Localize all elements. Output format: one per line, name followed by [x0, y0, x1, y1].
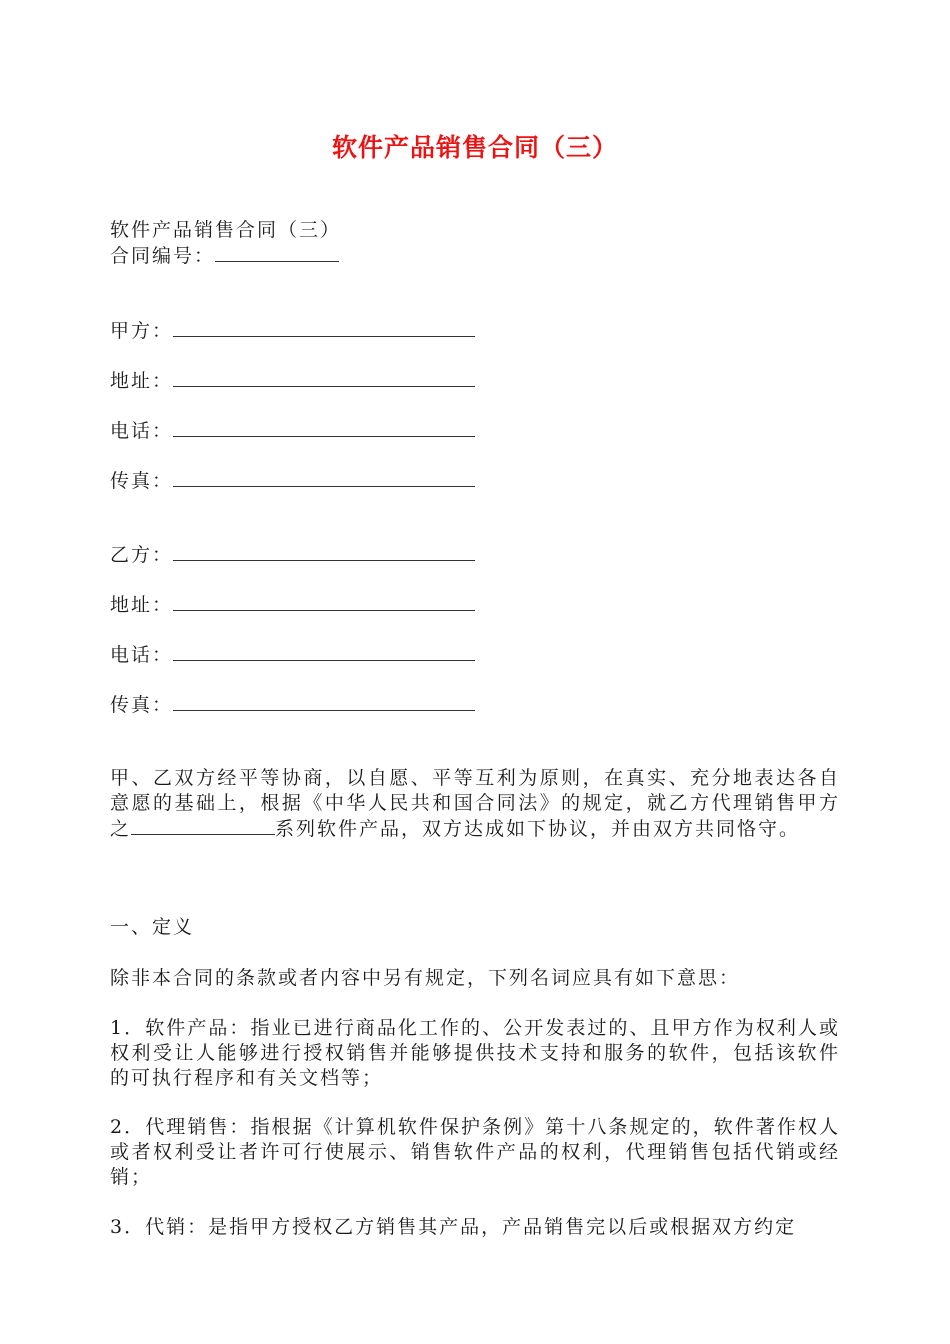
party-a-phone-label: 电话： [110, 420, 174, 442]
party-b-address-label: 地址： [110, 594, 174, 616]
product-name-blank [131, 816, 275, 835]
party-a-name-row [110, 318, 840, 344]
party-b-fax-row [110, 692, 840, 718]
preamble-paragraph [110, 766, 840, 842]
contract-number-label: 合同编号： [110, 245, 216, 267]
definition-software-product: 1．软件产品：指业已进行商品化工作的、公开发表过的、且甲方作为权利人或权利受让人能够进行授权销售并能够提供技术支持和服务的软件，包括该软件的可执行程序和有关文档等； [110, 1017, 840, 1089]
party-b-address-blank [173, 592, 475, 611]
party-a-name-blank [173, 318, 475, 337]
contract-number-row [110, 243, 840, 269]
party-a-fax-blank [173, 468, 475, 487]
preamble-text-after: 系列软件产品，双方达成如下协议，并由双方共同恪守。 [275, 818, 801, 840]
definition-agency-sale: 2．代理销售：指根据《计算机软件保护条例》第十八条规定的，软件著作权人或者权利受让者许可行使展示、销售软件产品的权利，代理销售包括代销或经销； [110, 1116, 840, 1188]
party-b-fax-label: 传真： [110, 694, 174, 716]
party-b-fax-blank [173, 692, 475, 711]
party-b-address-row [110, 592, 840, 618]
party-b-name-blank [173, 542, 475, 561]
section1-heading: 一、定义 [110, 916, 195, 938]
party-a-fax-label: 传真： [110, 470, 174, 492]
party-a-address-blank [173, 368, 475, 387]
party-a-phone-row [110, 418, 840, 444]
section1-intro: 除非本合同的条款或者内容中另有规定，下列名词应具有如下意思： [110, 967, 741, 989]
party-a-address-label: 地址： [110, 370, 174, 392]
party-b-name-label: 乙方： [110, 544, 174, 566]
definition-consignment: 3．代销：是指甲方授权乙方销售其产品，产品销售完以后或根据双方约定 [110, 1216, 797, 1238]
party-a-fax-row [110, 468, 840, 494]
party-b-name-row [110, 542, 840, 568]
party-a-name-label: 甲方： [110, 320, 174, 342]
contract-header [110, 218, 840, 269]
contract-subtitle: 软件产品销售合同（三） [110, 219, 342, 241]
contract-number-blank [215, 243, 339, 262]
party-a-phone-blank [173, 418, 475, 437]
party-b-phone-blank [173, 642, 475, 661]
party-b-phone-row [110, 642, 840, 668]
document-title: 软件产品销售合同（三） [331, 133, 618, 162]
party-b-phone-label: 电话： [110, 644, 174, 666]
preamble-text-before: 甲、乙双方经平等协商，以自愿、平等互利为原则，在真实、充分地表达各自意愿的基础上，根据《中华人民共和国合同法》的规定，就乙方代理销售甲方之 [110, 767, 840, 840]
party-a-address-row [110, 368, 840, 394]
